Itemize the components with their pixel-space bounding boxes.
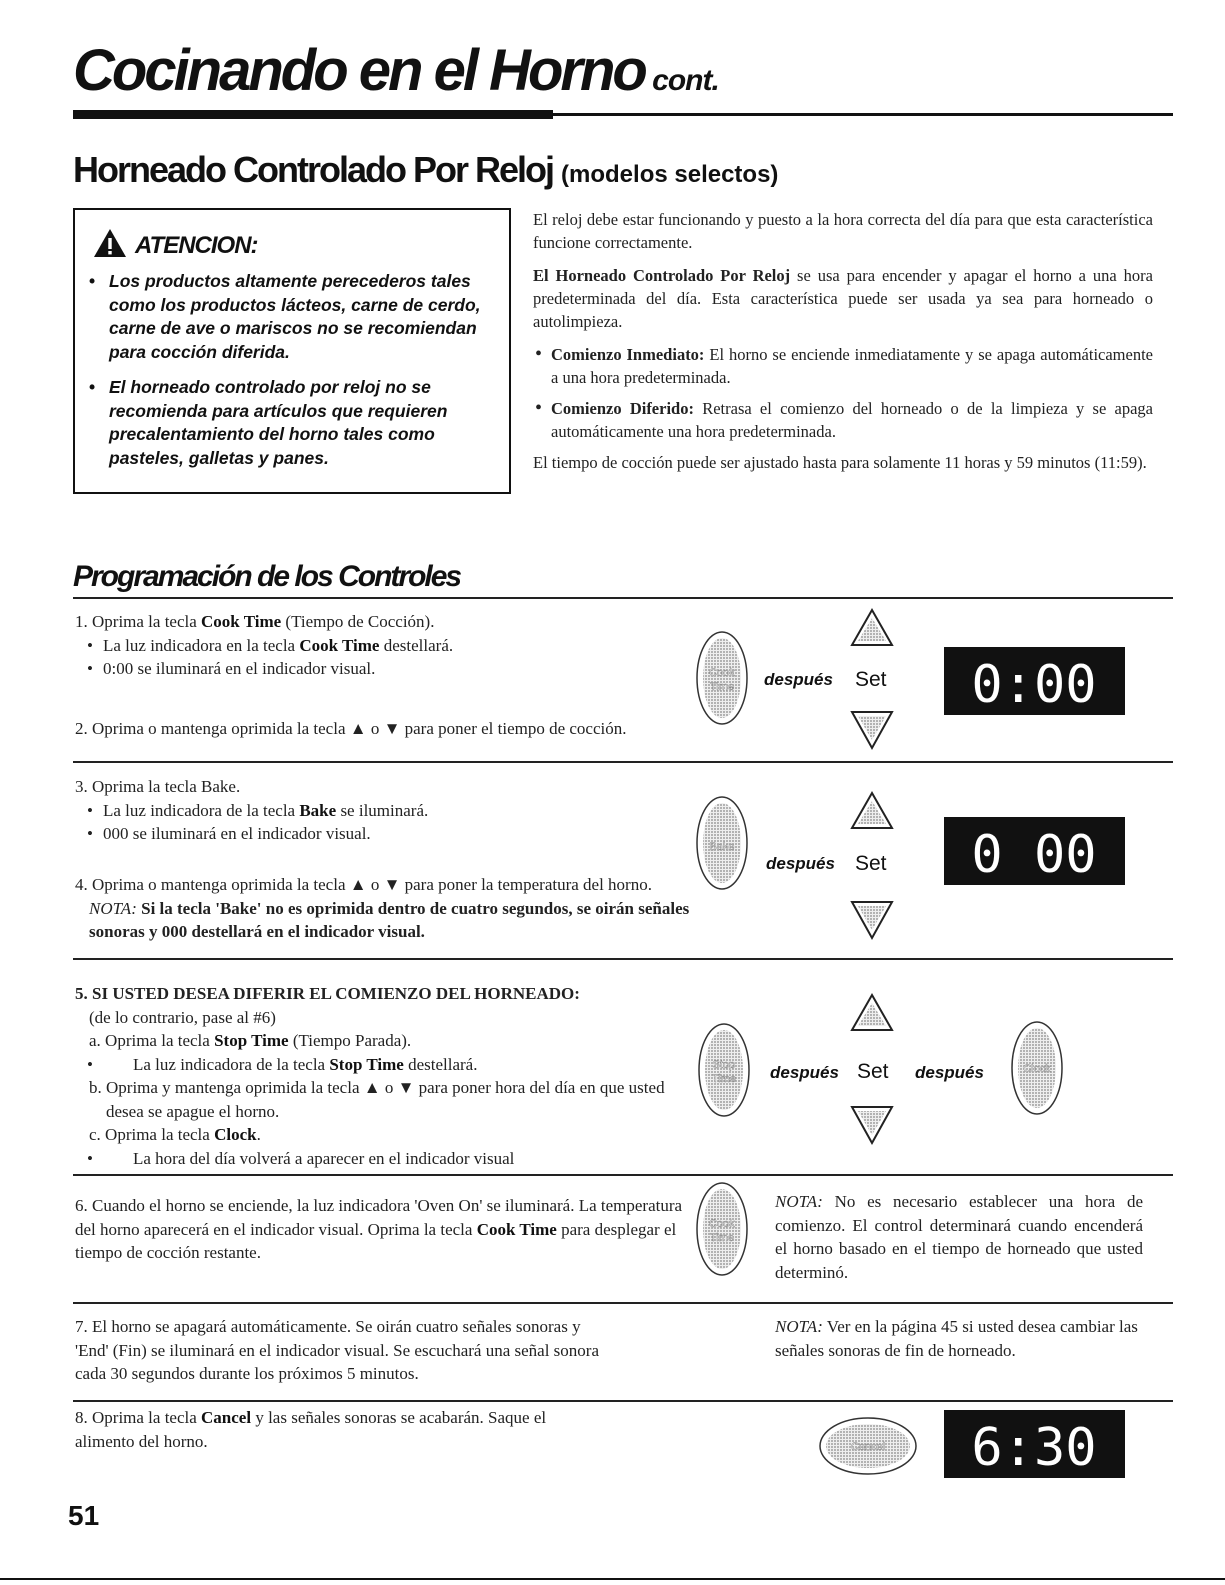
step-3: 3. Oprima la tecla Bake. • La luz indicadora de la tecla Bake se iluminará. • 000 se iluminará en el indicador visual. [75, 775, 675, 846]
step-5: 5. SI USTED DESEA DIFERIR EL COMIENZO DEL HORNEADO: (de lo contrario, pase al #6) a. Oprima la tecla Stop Time (Tiempo Parada). • La luz indicadora de la tecla Stop Time destellará. b. Oprima y mantenga oprimida la tecla ▲ o ▼ para poner hora del día en que usted desea se apague el horno. c. Oprima la tecla Clock. • La hora del día volverá a aparecer en el indicador visual [75, 982, 685, 1170]
step-7-note: NOTA: Ver en la página 45 si usted desea cambiar las señales sonoras de fin de horneado. [775, 1317, 1138, 1360]
intro-bullet: • Comienzo Diferido: Retrasa el comienzo del horneado o de la limpieza y se apaga automáticamente una hora predeterminada. [551, 397, 1153, 443]
despues-label: después [764, 670, 833, 689]
up-arrow-button[interactable] [852, 610, 892, 645]
step-1: 1. Oprima la tecla Cook Time (Tiempo de Cocción). • La luz indicadora en la tecla Cook Time destellará. • 0:00 se iluminará en el indicador visual. [75, 610, 675, 681]
step-2: 2. Oprima o mantenga oprimida la tecla ▲ o ▼ para poner el tiempo de cocción. [75, 719, 627, 738]
cook-time-key-label: Time [709, 1232, 735, 1244]
programming-title: Programación de los Controles [73, 560, 461, 593]
despues-label: después [770, 1063, 839, 1082]
bake-key-label: Bake [709, 841, 735, 853]
despues-label: después [766, 854, 835, 873]
cook-time-key[interactable] [697, 1183, 747, 1275]
up-arrow-button[interactable] [852, 995, 892, 1030]
up-arrow-button[interactable] [852, 793, 892, 828]
step-6: 6. Cuando el horno se enciende, la luz indicadora 'Oven On' se iluminará. La temperatura del horno aparecerá en el indicador visual. Oprima la tecla Cook Time para desplegar el tiempo de cocción restante. [75, 1196, 683, 1262]
stop-time-key-label: Time [711, 1073, 737, 1085]
cancel-key-label: Cancel [850, 1441, 886, 1453]
bake-key[interactable] [697, 797, 747, 889]
intro-paragraph: El Horneado Controlado Por Reloj se usa para encender y apagar el horno a una hora predeterminada del día. Esta característica puede ser usada ya sea para horneado o autolimpieza. [533, 266, 1153, 331]
display-end-readout: 6:30 [971, 1418, 1097, 1478]
set-label: Set [857, 1060, 889, 1083]
down-arrow-button[interactable] [852, 1107, 892, 1143]
clock-key[interactable] [1012, 1022, 1062, 1114]
display-bake-readout: 0 00 [971, 825, 1097, 885]
caution-item: • El horneado controlado por reloj no se recomienda para artículos que requieren precalentamiento del horno tales como pasteles, galletas y panes. [109, 376, 495, 470]
intro-paragraph: El tiempo de cocción puede ser ajustado hasta para solamente 11 horas y 59 minutos (11:59). [533, 453, 1147, 472]
step-7: 7. El horno se apagará automáticamente. Se oirán cuatro señales sonoras y 'End' (Fin) se iluminará en el indicador visual. Se escuchará una señal sonora cada 30 segundos durante los próximos 5 minutos. [75, 1317, 599, 1383]
cancel-key[interactable] [820, 1418, 916, 1474]
step-8: 8. Oprima la tecla Cancel y las señales sonoras se acabarán. Saque el alimento del horno. [75, 1408, 547, 1451]
cook-time-key[interactable] [697, 632, 747, 724]
stop-time-key[interactable] [699, 1024, 749, 1116]
step-6-note: NOTA: No es necesario establecer una hora de comienzo. El control determinará cuando encenderá el horno basado en el tiempo de horneado que usted determinó. [775, 1192, 1143, 1282]
section-title: Horneado Controlado Por Reloj (modelos selectos) [73, 149, 779, 190]
caution-title: ATENCION: [135, 232, 258, 259]
set-label: Set [855, 852, 887, 875]
despues-label: después [915, 1063, 984, 1082]
stop-time-key-label: Stop [712, 1059, 736, 1071]
set-label: Set [855, 668, 887, 691]
cook-time-key-label: Cook [709, 1218, 735, 1230]
step-4: 4. Oprima o mantenga oprimida la tecla ▲ o ▼ para poner la temperatura del horno. NOTA: Si la tecla 'Bake' no es oprimida dentro de cuatro segundos, se oirán señales sonoras y 000 destellará en el indicador visual. [75, 875, 690, 941]
down-arrow-button[interactable] [852, 712, 892, 748]
cook-time-key-label: Time [709, 681, 735, 693]
clock-key-label: Clock [1023, 1063, 1051, 1075]
bottom-rule [0, 1578, 1225, 1580]
caution-item: • Los productos altamente perecederos tales como los productos lácteos, carne de cerdo, carne de ave o mariscos no se recomiendan para cocción diferida. [109, 270, 495, 364]
cook-time-key-label: Cook [709, 667, 735, 679]
down-arrow-button[interactable] [852, 902, 892, 938]
display-cook-time-readout: 0:00 [971, 655, 1097, 715]
page-number: 51 [68, 1500, 100, 1531]
intro-paragraph: El reloj debe estar funcionando y puesto a la hora correcta del día para que esta característica funcione correctamente. [533, 210, 1153, 252]
intro-bullet: • Comienzo Inmediato: El horno se enciende inmediatamente y se apaga automáticamente a una hora predeterminada. [551, 343, 1153, 389]
page-title: Cocinando en el Horno cont. [73, 38, 719, 103]
